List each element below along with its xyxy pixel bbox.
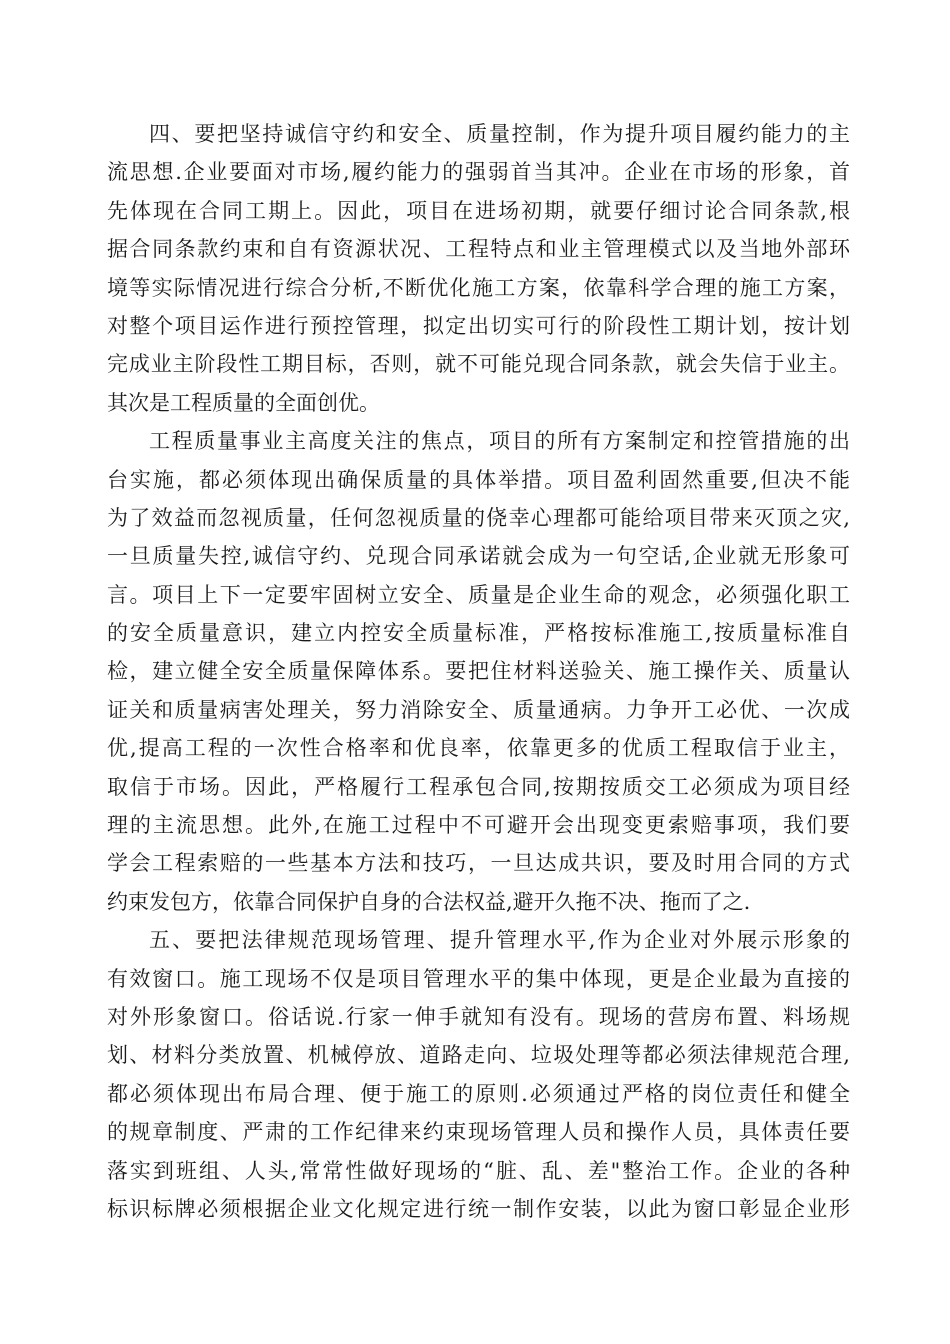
text-line: 对整个项目运作进行预控管理，拟定出切实可行的阶段性工期计划，按计划: [107, 313, 850, 338]
text-line: 其次是工程质量的全面创优。: [107, 390, 380, 415]
text-line: 境等实际情况进行综合分析,不断优化施工方案，依靠科学合理的施工方案，: [107, 275, 850, 300]
paragraph-four: [107, 115, 850, 422]
text-line: 言。项目上下一定要牢固树立安全、质量是企业生命的观念，必须强化职工: [107, 582, 850, 607]
text-line: 学会工程索赔的一些基本方法和技巧，一旦达成共识，要及时用合同的方式: [107, 851, 850, 876]
text-line: 标识标牌必须根据企业文化规定进行统一制作安装，以此为窗口彰显企业形: [107, 1196, 850, 1221]
text-line: 理的主流思想。此外,在施工过程中不可避开会出现变更索赔事项，我们要: [107, 813, 850, 838]
text-line: 五、要把法律规范现场管理、提升管理水平,作为企业对外展示形象的: [149, 928, 850, 953]
text-line: 为了效益而忽视质量，任何忽视质量的侥幸心理都可能给项目带来灭顶之灾,: [107, 505, 850, 530]
text-line: 先体现在合同工期上。因此，项目在进场初期，就要仔细讨论合同条款,根: [107, 198, 850, 223]
text-line: 的安全质量意识，建立内控安全质量标准，严格按标准施工,按质量标准自: [107, 621, 850, 646]
document-body: [107, 115, 850, 1228]
text-line: 的规章制度、严肃的工作纪律来约束现场管理人员和操作人员，具体责任要: [107, 1120, 850, 1145]
text-line: 一旦质量失控,诚信守约、兑现合同承诺就会成为一句空话,企业就无形象可: [107, 544, 850, 569]
text-line: 都必须体现出布局合理、便于施工的原则.必须通过严格的岗位责任和健全: [107, 1081, 850, 1106]
text-line: 有效窗口。施工现场不仅是项目管理水平的集中体现，更是企业最为直接的: [107, 966, 850, 991]
text-line: 落实到班组、人头,常常性做好现场的“脏、乱、差"整治工作。企业的各种: [107, 1158, 850, 1183]
text-line: 流思想.企业要面对市场,履约能力的强弱首当其冲。企业在市场的形象，首: [107, 160, 850, 185]
text-line: 据合同条款约束和自有资源状况、工程特点和业主管理模式以及当地外部环: [107, 237, 850, 262]
text-line: 划、材料分类放置、机械停放、道路走向、垃圾处理等都必须法律规范合理,: [107, 1043, 850, 1068]
text-line: 证关和质量病害处理关，努力消除安全、质量通病。力争开工必优、一次成: [107, 697, 850, 722]
text-line: 四、要把坚持诚信守约和安全、质量控制，作为提升项目履约能力的主: [149, 122, 850, 146]
text-line: 优,提高工程的一次性合格率和优良率，依靠更多的优质工程取信于业主，: [107, 736, 850, 761]
text-line: 检，建立健全安全质量保障体系。要把住材料送验关、施工操作关、质量认: [107, 659, 850, 684]
text-line: 取信于市场。因此，严格履行工程承包合同,按期按质交工必须成为项目经: [107, 774, 850, 799]
text-line: 完成业主阶段性工期目标，否则，就不可能兑现合同条款，就会失信于业主。: [107, 352, 850, 377]
paragraph-five: [107, 921, 850, 1228]
paragraph-quality: [107, 422, 850, 921]
text-line: 工程质量事业主高度关注的焦点，项目的所有方案制定和控管措施的出: [149, 429, 850, 454]
text-line: 约束发包方，依靠合同保护自身的合法权益,避开久拖不决、拖而了之.: [107, 889, 751, 914]
text-line: 对外形象窗口。俗话说.行家一伸手就知有没有。现场的营房布置、料场规: [107, 1004, 850, 1029]
text-line: 台实施，都必须体现出确保质量的具体举措。项目盈利固然重要,但决不能: [107, 467, 850, 492]
